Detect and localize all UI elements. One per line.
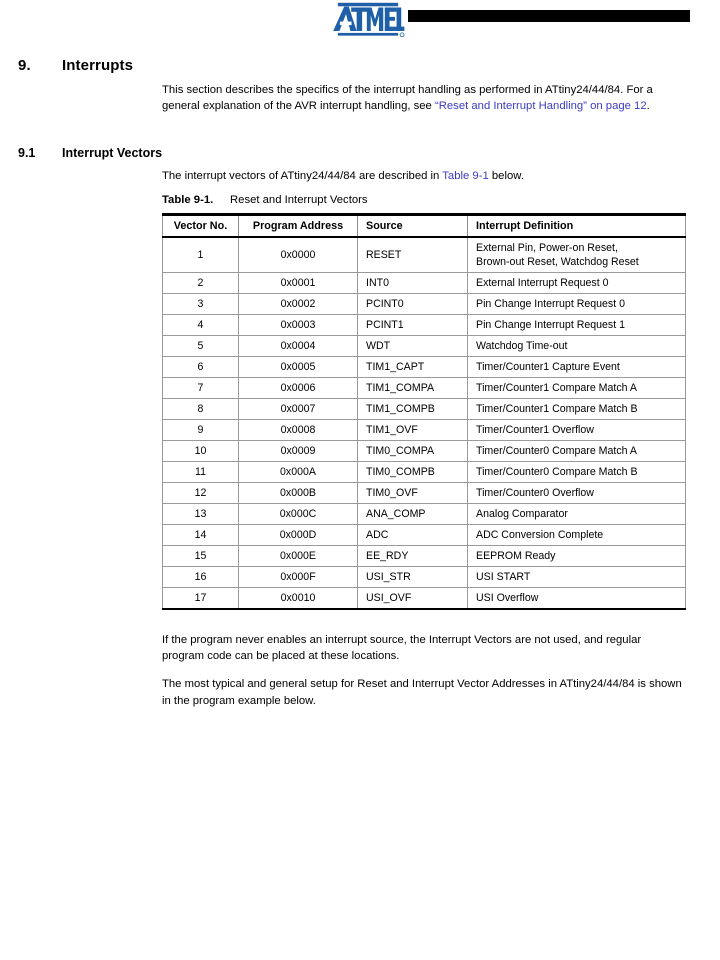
column-header-vector-no: Vector No. — [163, 215, 239, 238]
atmel-logo — [330, 2, 406, 38]
cell-program-address: 0x0000 — [239, 237, 358, 273]
cell-vector-no: 17 — [163, 588, 239, 610]
cell-source: INT0 — [358, 273, 468, 294]
table-caption-label: Table 9-1. — [162, 194, 214, 206]
section-title: Interrupts — [62, 57, 134, 74]
column-header-interrupt-definition: Interrupt Definition — [468, 215, 686, 238]
cell-program-address: 0x000A — [239, 462, 358, 483]
cell-interrupt-definition — [468, 336, 686, 357]
column-header-program-address: Program Address — [239, 215, 358, 238]
cell-source: USI_OVF — [358, 588, 468, 610]
table-header-row — [163, 215, 686, 238]
table-row — [163, 378, 686, 399]
cell-source: WDT — [358, 336, 468, 357]
cell-interrupt-definition — [468, 441, 686, 462]
cell-program-address: 0x0006 — [239, 378, 358, 399]
table-row — [163, 294, 686, 315]
cell-vector-no: 2 — [163, 273, 239, 294]
cell-vector-no: 15 — [163, 546, 239, 567]
table-row — [163, 315, 686, 336]
cell-vector-no: 14 — [163, 525, 239, 546]
closing-block — [162, 632, 686, 721]
table-header — [163, 215, 686, 238]
closing-paragraph-1: If the program never enables an interrupt source, the Interrupt Vectors are not used, and regular program code can be placed at these locations. — [162, 634, 642, 663]
cell-interrupt-definition — [468, 315, 686, 336]
cell-source: ADC — [358, 525, 468, 546]
cell-program-address: 0x0002 — [239, 294, 358, 315]
interrupt-vectors-table — [162, 213, 686, 610]
cell-vector-no: 10 — [163, 441, 239, 462]
cell-program-address: 0x0009 — [239, 441, 358, 462]
cell-source: TIM1_CAPT — [358, 357, 468, 378]
cell-interrupt-definition — [468, 378, 686, 399]
vectors-text-2: below. — [488, 170, 524, 182]
cell-interrupt-definition — [468, 504, 686, 525]
cell-interrupt-definition — [468, 483, 686, 504]
definition-line: Timer/Counter0 Overflow — [476, 487, 594, 499]
cell-program-address: 0x000B — [239, 483, 358, 504]
definition-line: External Interrupt Request 0 — [476, 277, 609, 289]
cell-source: TIM0_COMPA — [358, 441, 468, 462]
cell-vector-no: 12 — [163, 483, 239, 504]
subsection-number: 9.1 — [18, 146, 36, 160]
subsection-title — [18, 146, 678, 160]
cell-program-address: 0x0005 — [239, 357, 358, 378]
cell-source: EE_RDY — [358, 546, 468, 567]
cell-program-address: 0x0003 — [239, 315, 358, 336]
table-row — [163, 483, 686, 504]
cell-source: TIM1_OVF — [358, 420, 468, 441]
table-caption-title: Reset and Interrupt Vectors — [230, 194, 368, 206]
definition-line: EEPROM Ready — [476, 550, 556, 562]
cell-vector-no: 5 — [163, 336, 239, 357]
cell-program-address: 0x0001 — [239, 273, 358, 294]
table-body — [163, 237, 686, 609]
cell-interrupt-definition — [468, 357, 686, 378]
table-row — [163, 525, 686, 546]
cell-program-address: 0x000E — [239, 546, 358, 567]
definition-line: Timer/Counter0 Compare Match A — [476, 445, 637, 457]
cell-vector-no: 1 — [163, 237, 239, 273]
definition-line: USI START — [476, 571, 531, 583]
cell-vector-no: 3 — [163, 294, 239, 315]
definition-line: Timer/Counter1 Compare Match B — [476, 403, 638, 415]
cell-interrupt-definition — [468, 588, 686, 610]
table-row — [163, 567, 686, 588]
cell-source: RESET — [358, 237, 468, 273]
table-row — [163, 462, 686, 483]
definition-line: Timer/Counter1 Compare Match A — [476, 382, 637, 394]
cell-source: ANA_COMP — [358, 504, 468, 525]
page-header — [0, 0, 720, 42]
table-row — [163, 237, 686, 273]
table-row — [163, 399, 686, 420]
cell-source: PCINT0 — [358, 294, 468, 315]
cell-vector-no: 13 — [163, 504, 239, 525]
cell-source: PCINT1 — [358, 315, 468, 336]
vectors-text-1: The interrupt vectors of ATtiny24/44/84 are described in — [162, 170, 443, 182]
page-title — [18, 57, 678, 74]
table-row — [163, 546, 686, 567]
cell-interrupt-definition — [468, 273, 686, 294]
cell-program-address: 0x000C — [239, 504, 358, 525]
cell-interrupt-definition — [468, 237, 686, 273]
cell-interrupt-definition — [468, 525, 686, 546]
definition-line: Timer/Counter1 Capture Event — [476, 361, 620, 373]
definition-line: USI Overflow — [476, 592, 539, 604]
cell-program-address: 0x000D — [239, 525, 358, 546]
cell-vector-no: 8 — [163, 399, 239, 420]
cell-vector-no: 16 — [163, 567, 239, 588]
table-caption — [162, 194, 368, 206]
cell-source: TIM1_COMPA — [358, 378, 468, 399]
table-row — [163, 336, 686, 357]
intro-block — [162, 82, 686, 126]
subsection-heading-text: Interrupt Vectors — [62, 146, 163, 160]
intro-text-2: . — [646, 100, 650, 113]
vectors-intro-paragraph — [162, 168, 686, 184]
interrupt-vectors-table-wrap — [162, 213, 685, 610]
cell-vector-no: 7 — [163, 378, 239, 399]
cell-interrupt-definition — [468, 399, 686, 420]
cell-program-address: 0x000F — [239, 567, 358, 588]
intro-text-1: This section describes the specifics of the interrupt handling as performed in ATtiny24/44/84. For a general explanation of the AVR interrupt handling, see — [162, 84, 653, 113]
cell-program-address: 0x0007 — [239, 399, 358, 420]
cell-vector-no: 9 — [163, 420, 239, 441]
definition-line: Analog Comparator — [476, 508, 568, 520]
cell-vector-no: 6 — [163, 357, 239, 378]
column-header-source: Source — [358, 215, 468, 238]
cell-source: TIM1_COMPB — [358, 399, 468, 420]
definition-line: Brown-out Reset, Watchdog Reset — [476, 256, 639, 268]
cell-source: TIM0_COMPB — [358, 462, 468, 483]
cell-interrupt-definition — [468, 462, 686, 483]
cell-interrupt-definition — [468, 567, 686, 588]
cell-interrupt-definition — [468, 546, 686, 567]
cell-vector-no: 11 — [163, 462, 239, 483]
closing-paragraph-2: The most typical and general setup for Reset and Interrupt Vector Addresses in ATtiny24/44/84 is shown in the program example below. — [162, 678, 682, 707]
definition-line: Pin Change Interrupt Request 0 — [476, 298, 625, 310]
link-table-9-1[interactable]: Table 9-1 — [442, 170, 489, 182]
cell-program-address: 0x0010 — [239, 588, 358, 610]
intro-paragraph — [162, 82, 686, 114]
table-row — [163, 357, 686, 378]
table-row — [163, 588, 686, 610]
cell-program-address: 0x0004 — [239, 336, 358, 357]
definition-line: Pin Change Interrupt Request 1 — [476, 319, 625, 331]
link-reset-and-interrupt-handling[interactable]: “Reset and Interrupt Handling” on page 12 — [434, 100, 647, 113]
header-rule — [408, 10, 690, 22]
cell-vector-no: 4 — [163, 315, 239, 336]
definition-line: Timer/Counter0 Compare Match B — [476, 466, 638, 478]
section-number: 9. — [18, 57, 31, 74]
cell-source: USI_STR — [358, 567, 468, 588]
cell-source: TIM0_OVF — [358, 483, 468, 504]
definition-line: ADC Conversion Complete — [476, 529, 604, 541]
table-row — [163, 504, 686, 525]
cell-program-address: 0x0008 — [239, 420, 358, 441]
definition-line: External Pin, Power-on Reset, — [476, 242, 618, 254]
vectors-intro-block — [162, 168, 686, 196]
table-row — [163, 441, 686, 462]
table-row — [163, 420, 686, 441]
cell-interrupt-definition — [468, 294, 686, 315]
definition-line: Timer/Counter1 Overflow — [476, 424, 594, 436]
cell-interrupt-definition — [468, 420, 686, 441]
definition-line: Watchdog Time-out — [476, 340, 568, 352]
table-row — [163, 273, 686, 294]
